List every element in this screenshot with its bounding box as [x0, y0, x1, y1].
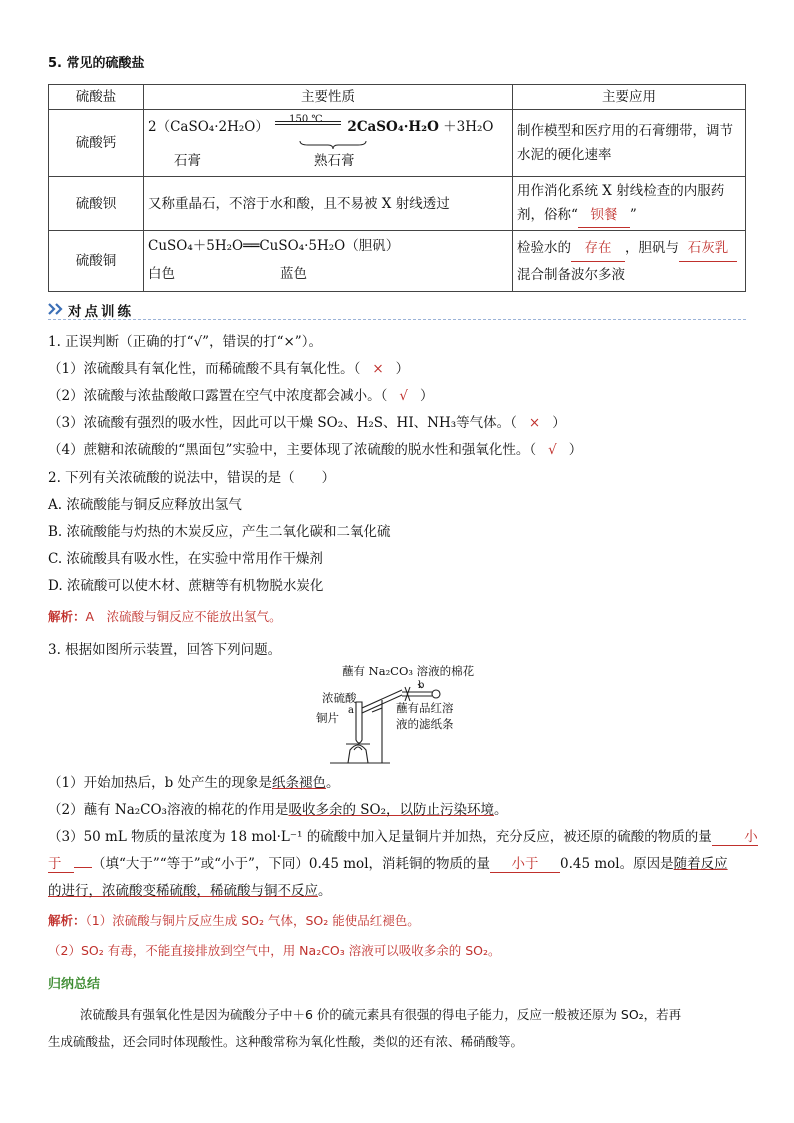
application-cell	[513, 231, 746, 292]
q3-part1: （1）开始加热后，b 处产生的现象是纸条褪色。	[48, 775, 340, 791]
answer-blank: 于	[48, 852, 74, 873]
q3-part2: （2）蘸有 Na₂CO₃溶液的棉花的作用是吸收多余的 SO₂，以防止污染环境。	[48, 802, 508, 818]
application-cell: 制作模型和医疗用的石膏绷带，调节水泥的硬化速率	[513, 110, 746, 177]
calcined-gypsum-label: 熟石膏	[314, 153, 355, 169]
table-header-cell: 主要应用	[513, 85, 746, 110]
formula-product: 2CaSO₄·H₂O	[347, 119, 439, 135]
blue-label: 蓝色	[280, 266, 307, 282]
q3-part3-line1: （3）50 mL 物质的量浓度为 18 mol·L⁻¹ 的硫酸中加入足量铜片并加热，充分反应，被还原的硫酸的物质的量 小	[48, 825, 758, 846]
banner-title: 对点训练	[68, 304, 134, 320]
formula-copper: CuSO₄＋5H₂O══CuSO₄·5H₂O（胆矾）	[148, 238, 400, 254]
summary-text-1: 浓硫酸具有强氧化性是因为硫酸分子中＋6 价的硫元素具有很强的得电子能力，反应一般被还原为 SO₂，若再	[80, 1007, 682, 1022]
answer-text: 随着反应	[673, 856, 728, 872]
answer-blank: 钡餐	[578, 203, 630, 228]
q2-option-c: C. 浓硫酸具有吸水性，在实验中常用作干燥剂	[48, 551, 323, 567]
gypsum-label: 石膏	[174, 153, 201, 169]
q3-analysis-2: （2）SO₂ 有毒，不能直接排放到空气中，用 Na₂CO₃ 溶液可以吸收多余的 SO₂。	[48, 943, 501, 958]
section-title: 5. 常见的硫酸盐	[48, 56, 145, 71]
q3-part3-line2: 于 （填“大于”“等于”或“小于”，下同）0.45 mol，消耗铜的物质的量 小于 0.45 mol。原因是随着反应	[48, 852, 728, 873]
double-chevron-icon	[48, 303, 64, 315]
q1-item: （3）浓硫酸有强烈的吸水性，因此可以干燥 SO₂、H₂S、HI、NH₃等气体。（ × ）	[48, 415, 566, 431]
figure-label-cotton: 蘸有 Na₂CO₃ 溶液的棉花	[342, 664, 475, 678]
sulfate-table	[48, 84, 746, 292]
practice-banner	[48, 300, 746, 320]
application-text: 用作消化系统 X 射线检查的内服药剂，俗称“	[517, 183, 725, 223]
property-cell: 又称重晶石，不溶于水和酸，且不易被 X 射线透过	[144, 177, 513, 231]
reaction-arrow	[275, 114, 341, 131]
answer-blank: 石灰乳	[679, 235, 737, 262]
summary-title: 归纳总结	[48, 977, 101, 992]
q2-option-b: B. 浓硫酸能与灼热的木炭反应，产生二氧化碳和二氧化硫	[48, 524, 391, 540]
answer-blank: 小于	[490, 852, 560, 873]
q3-stem: 3. 根据如图所示装置，回答下列问题。	[48, 642, 282, 658]
figure-label-paper: 蘸有品红溶	[396, 701, 454, 715]
answer-blank: 存在	[571, 235, 625, 262]
formula-tail: ＋3H₂O	[443, 119, 494, 135]
table-row	[49, 231, 746, 292]
answer-text: 吸收多余的 SO₂，以防止污染环境	[288, 802, 494, 818]
q1-item: （1）浓硫酸具有氧化性，而稀硫酸不具有氧化性。（ × ）	[48, 361, 410, 377]
table-row	[49, 110, 746, 177]
figure-label-a: a	[348, 705, 354, 716]
answer-text: 纸条褪色	[272, 775, 327, 791]
figure-label-b: b	[418, 680, 425, 691]
q1-item: （2）浓硫酸与浓盐酸敞口露置在空气中浓度都会减小。（ √ ）	[48, 388, 434, 404]
application-cell	[513, 177, 746, 231]
application-text: ”	[629, 207, 637, 223]
salt-name: 硫酸钙	[49, 110, 144, 177]
figure-label-acid: 浓硫酸	[322, 691, 357, 705]
formula-reactant: 2（CaSO₄·2H₂O）	[148, 119, 269, 135]
q1-item: （4）蔗糖和浓硫酸的“黑面包”实验中，主要体现了浓硫酸的脱水性和强氧化性。（ √ ）	[48, 442, 583, 458]
apparatus-drawing	[310, 660, 490, 765]
figure-label-paper2: 液的滤纸条	[396, 717, 454, 731]
q3-part3-line3: 的进行，浓硫酸变稀硫酸，稀硫酸与铜不反应。	[48, 883, 332, 899]
figure-label-copper: 铜片	[316, 711, 339, 725]
table-header-cell: 硫酸盐	[49, 85, 144, 110]
apparatus-figure	[310, 660, 490, 765]
answer-text: 的进行，浓硫酸变稀硫酸，稀硫酸与铜不反应	[48, 883, 318, 899]
salt-name: 硫酸钡	[49, 177, 144, 231]
application-text: 混合制备波尔多液	[517, 266, 625, 283]
reaction-condition: 150 ℃	[289, 114, 323, 125]
q3-analysis-1: 解析：（1）浓硫酸与铜片反应生成 SO₂ 气体，SO₂ 能使品红褪色。	[48, 913, 420, 928]
property-cell	[144, 231, 513, 292]
property-cell	[144, 110, 513, 177]
q2-stem: 2. 下列有关浓硫酸的说法中，错误的是（ ）	[48, 470, 336, 486]
q2-option-a: A. 浓硫酸能与铜反应释放出氢气	[48, 497, 242, 513]
q2-analysis: 解析：A 浓硫酸与铜反应不能放出氢气。	[48, 609, 282, 624]
summary-text-2: 生成硫酸盐，还会同时体现酸性。这种酸常称为氧化性酸，类似的还有浓、稀硝酸等。	[48, 1034, 524, 1049]
answer-blank: 小	[712, 825, 758, 846]
white-label: 白色	[148, 266, 175, 282]
table-row	[49, 177, 746, 231]
salt-name: 硫酸铜	[49, 231, 144, 292]
application-text: ，胆矾与	[625, 239, 679, 256]
table-header-cell: 主要性质	[144, 85, 513, 110]
application-text: 检验水的	[517, 239, 571, 256]
table-header-row	[49, 85, 746, 110]
q2-option-d: D. 浓硫酸可以使木材、蔗糖等有机物脱水炭化	[48, 578, 324, 594]
q1-stem: 1. 正误判断（正确的打“√”，错误的打“×”）。	[48, 334, 322, 350]
